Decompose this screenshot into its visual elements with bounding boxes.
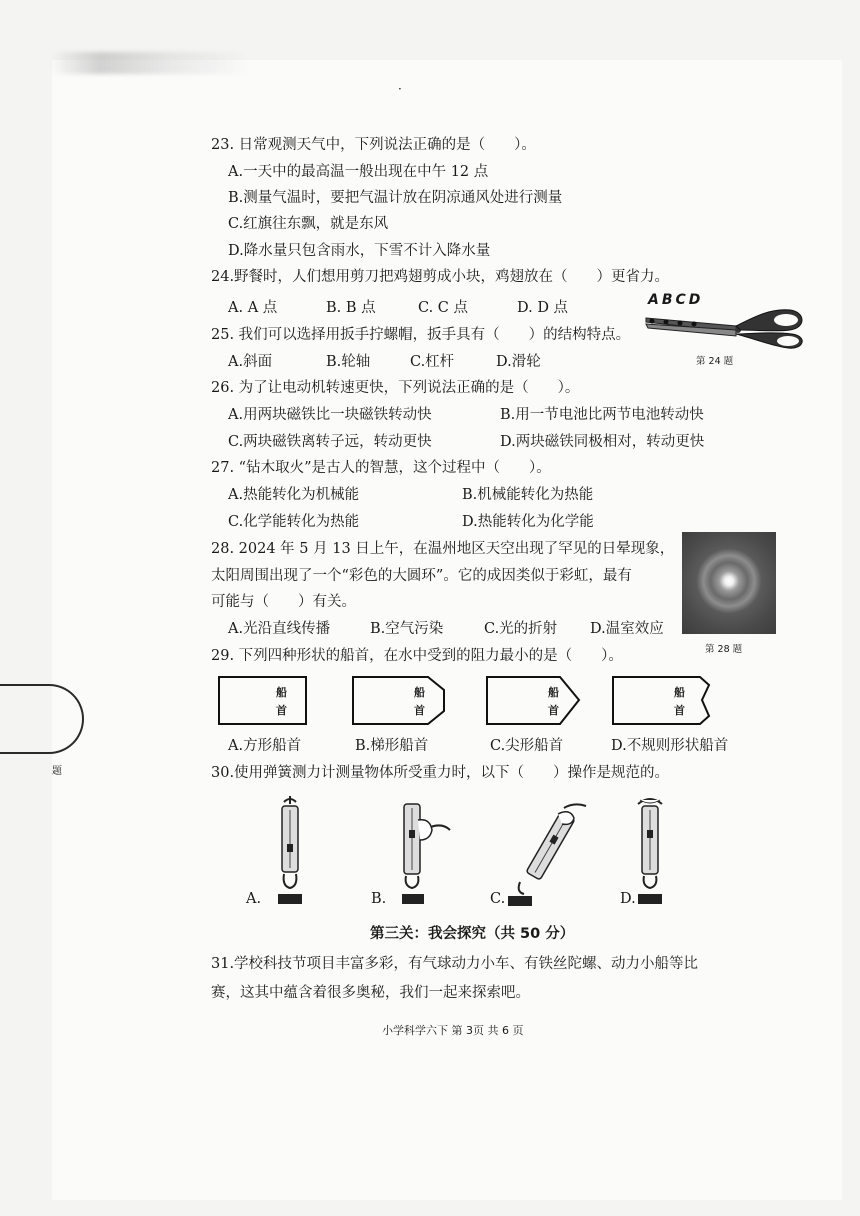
shape-a-text-bottom: 首	[276, 704, 287, 717]
bow-shape-square	[218, 676, 308, 726]
q27-option-a: A.热能转化为机械能	[228, 487, 360, 503]
bow-shape-irregular	[612, 676, 712, 726]
page-footer: 小学科学六下 第 3页 共 6 页	[382, 1024, 524, 1037]
sun-halo-photo	[682, 532, 776, 634]
q24-stem: 24.野餐时，人们想用剪刀把鸡翅剪成小块，鸡翅放在（ ）更省力。	[211, 269, 670, 285]
q30-option-a: A.	[246, 891, 262, 907]
q31-line1: 31.学校科技节项目丰富多彩，有气球动力小车、有铁丝陀螺、动力小船等比	[211, 956, 699, 972]
scan-smudge	[50, 52, 250, 74]
q24-option-a: A. A 点	[228, 300, 278, 316]
shape-d-text-bottom: 首	[674, 704, 685, 717]
q26-option-d: D.两块磁铁同极相对，转动更快	[500, 434, 705, 450]
q23-option-b: B.测量气温时，要把气温计放在阴凉通风处进行测量	[228, 190, 563, 206]
q30-option-c: C.	[490, 891, 506, 907]
q23-option-c: C.红旗往东飘，就是东风	[228, 216, 389, 232]
shape-a-text-top: 船	[276, 686, 287, 699]
q28-line3: 可能与（ ）有关。	[211, 594, 356, 610]
q25-option-c: C.杠杆	[410, 354, 455, 370]
top-mark: ·	[398, 82, 402, 96]
spring-scale-d	[630, 796, 670, 908]
shape-b-text-bottom: 首	[414, 704, 425, 717]
q29-stem: 29. 下列四种形状的船首，在水中受到的阻力最小的是（ ）。	[211, 648, 623, 664]
q28-option-b: B.空气污染	[370, 621, 444, 637]
q24-option-b: B. B 点	[326, 300, 376, 316]
q29-option-b: B.梯形船首	[355, 738, 429, 754]
spring-scale-a	[270, 796, 310, 906]
q27-option-d: D.热能转化为化学能	[462, 514, 594, 530]
shape-b-text-top: 船	[414, 686, 425, 699]
q23-stem: 23. 日常观测天气中，下列说法正确的是（ ）。	[211, 137, 536, 153]
shape-d-text-top: 船	[674, 686, 685, 699]
q28-line1: 28. 2024 年 5 月 13 日上午，在温州地区天空出现了罕见的日晕现象，	[211, 541, 675, 557]
q25-option-d: D.滑轮	[496, 354, 541, 370]
margin-label: 题	[52, 766, 62, 777]
q29-option-d: D.不规则形状船首	[611, 738, 729, 754]
q29-option-a: A.方形船首	[228, 738, 302, 754]
q28-line2: 太阳周围出现了一个“彩色的大圆环”。它的成因类似于彩虹，最有	[211, 568, 632, 584]
scissors-letters: ABCD	[648, 292, 704, 308]
q24-option-c: C. C 点	[418, 300, 468, 316]
q24-caption: 第 24 题	[696, 356, 734, 367]
shape-c-text-top: 船	[548, 686, 559, 699]
q28-option-a: A.光沿直线传播	[228, 621, 331, 637]
binding-margin-arc	[0, 684, 84, 754]
q26-stem: 26. 为了让电动机转速更快，下列说法正确的是（ ）。	[211, 380, 580, 396]
q26-option-b: B.用一节电池比两节电池转动快	[500, 407, 704, 423]
shape-c-text-bottom: 首	[548, 704, 559, 717]
q28-caption: 第 28 题	[705, 644, 743, 655]
bow-shape-trapezoid	[352, 676, 447, 726]
q30-option-d: D.	[620, 891, 636, 907]
q28-option-d: D.温室效应	[590, 621, 664, 637]
q25-option-a: A.斜面	[228, 354, 273, 370]
q30-stem: 30.使用弹簧测力计测量物体所受重力时，以下（ ）操作是规范的。	[211, 765, 670, 781]
q31-line2: 赛，这其中蕴含着很多奥秘，我们一起来探索吧。	[211, 985, 530, 1001]
q29-option-c: C.尖形船首	[490, 738, 564, 754]
q27-stem: 27. “钻木取火”是古人的智慧，这个过程中（ ）。	[211, 460, 551, 476]
q28-option-c: C.光的折射	[484, 621, 558, 637]
scissors-figure	[640, 300, 810, 360]
q23-option-a: A.一天中的最高温一般出现在中午 12 点	[228, 164, 489, 180]
q24-option-d: D. D 点	[517, 300, 569, 316]
bow-shape-pointed	[486, 676, 581, 726]
spring-scale-c	[508, 800, 588, 910]
spring-scale-b	[392, 800, 452, 910]
q23-option-d: D.降水量只包含雨水，下雪不计入降水量	[228, 243, 491, 259]
q26-option-a: A.用两块磁铁比一块磁铁转动快	[228, 407, 432, 423]
q27-option-c: C.化学能转化为热能	[228, 514, 360, 530]
section3-title: 第三关：我会探究（共 50 分）	[370, 926, 575, 942]
q25-stem: 25. 我们可以选择用扳手拧螺帽，扳手具有（ ）的结构特点。	[211, 327, 631, 343]
q25-option-b: B.轮轴	[326, 354, 371, 370]
q26-option-c: C.两块磁铁离转子远，转动更快	[228, 434, 432, 450]
q30-option-b: B.	[371, 891, 387, 907]
q27-option-b: B.机械能转化为热能	[462, 487, 594, 503]
